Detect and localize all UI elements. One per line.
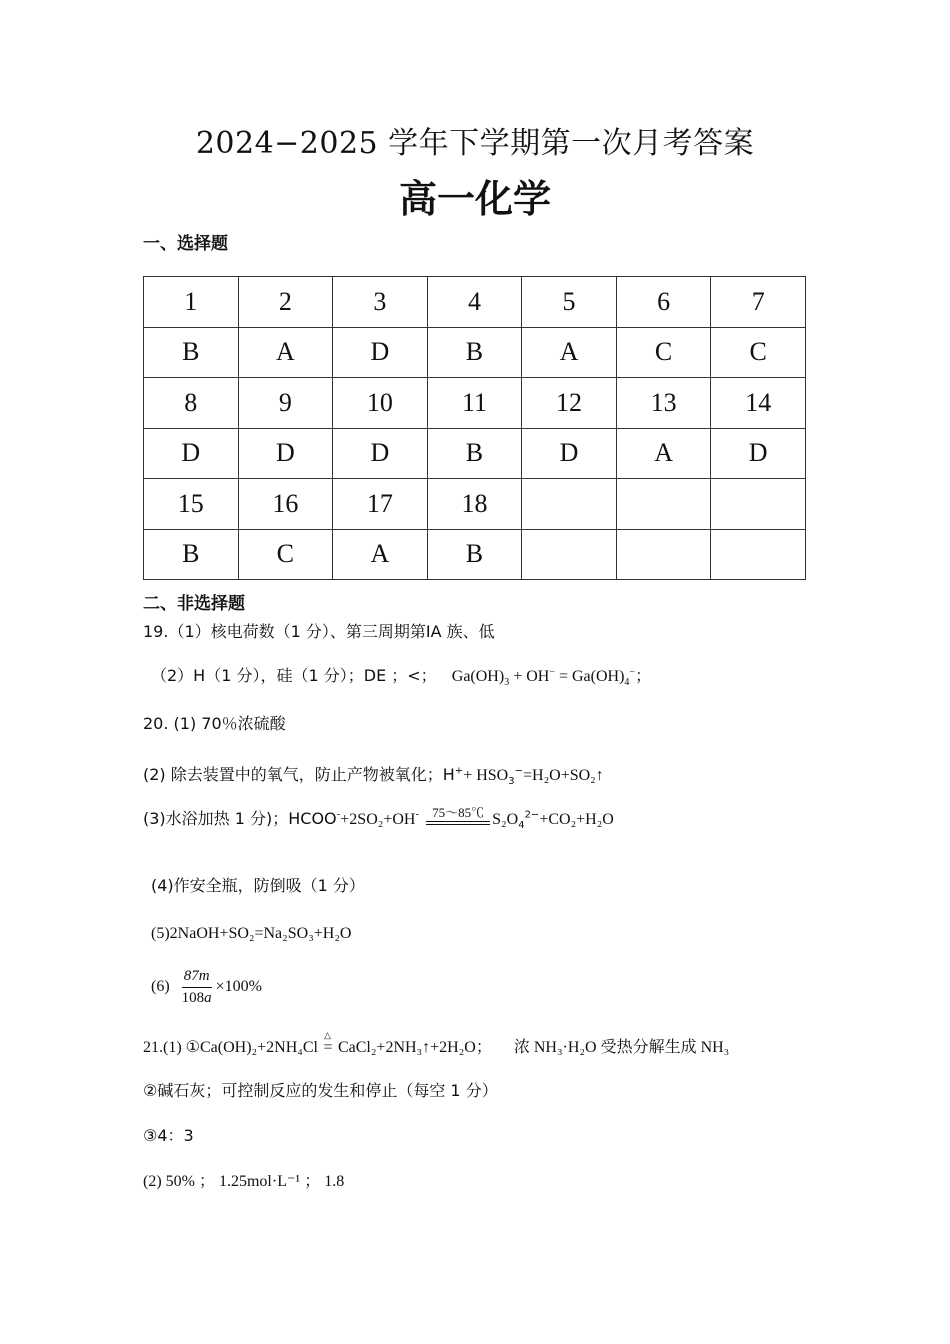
- table-cell: D: [238, 428, 333, 479]
- table-cell: [616, 479, 711, 530]
- table-cell: 14: [711, 378, 806, 429]
- table-cell: C: [616, 327, 711, 378]
- answer-table: [143, 276, 806, 580]
- q21-part1: 21.(1) ①Ca(OH)₂+2NH₄Cl △ = CaCl₂+2NH₃↑+2H₂O； 浓 NH₃·H₂O 受热分解生成 NH₃: [143, 1030, 730, 1056]
- table-cell: B: [427, 327, 522, 378]
- section-heading-nonchoice: 二、非选择题: [143, 594, 245, 614]
- table-cell: 3: [333, 277, 428, 328]
- q21-part3: ③4：3: [143, 1126, 194, 1145]
- heat-equals-sign: △ =: [323, 1030, 333, 1056]
- q20-part2: (2) 除去装置中的氧气，防止产物被氧化；$H^++ HSO_3^-=H_2O+SO_2↑$: [143, 765, 604, 788]
- table-cell: 8: [144, 378, 239, 429]
- table-cell: 4: [427, 277, 522, 328]
- table-cell: A: [238, 327, 333, 378]
- table-cell: 1: [144, 277, 239, 328]
- q20-part4: (4)作安全瓶，防倒吸（1 分）: [151, 876, 365, 895]
- table-cell: 10: [333, 378, 428, 429]
- q20-part3: (3)水浴加热 1 分)；HCOO-+2SO₂+OH- 75～85℃ $S_2O_4^{2-}+CO_2+H_2O$: [143, 802, 614, 831]
- table-cell: [711, 529, 806, 580]
- table-row: [144, 327, 806, 378]
- table-cell: C: [238, 529, 333, 580]
- table-cell: 13: [616, 378, 711, 429]
- q19-part2: [151, 663, 651, 688]
- q19-part2-text: （2）H（1 分），硅（1 分）；DE ；<；: [151, 666, 437, 685]
- table-cell: A: [522, 327, 617, 378]
- table-cell: 17: [333, 479, 428, 530]
- table-cell: B: [144, 327, 239, 378]
- table-cell: [711, 479, 806, 530]
- table-cell: [522, 479, 617, 530]
- section-heading-choice: 一、选择题: [143, 234, 228, 254]
- fraction: $\frac{87m}{108a}$: [181, 968, 212, 1006]
- reaction-condition: 75～85℃: [426, 802, 490, 831]
- table-cell: C: [711, 327, 806, 378]
- table-row: [144, 378, 806, 429]
- table-cell: D: [144, 428, 239, 479]
- table-row: [144, 529, 806, 580]
- table-cell: 16: [238, 479, 333, 530]
- table-row: [144, 479, 806, 530]
- table-cell: [522, 529, 617, 580]
- table-row: [144, 428, 806, 479]
- table-cell: A: [333, 529, 428, 580]
- table-cell: B: [427, 529, 522, 580]
- table-cell: D: [522, 428, 617, 479]
- q21-part2: ②碱石灰；可控制反应的发生和停止（每空 1 分）: [143, 1081, 498, 1100]
- table-cell: 9: [238, 378, 333, 429]
- table-cell: B: [144, 529, 239, 580]
- table-cell: B: [427, 428, 522, 479]
- table-cell: D: [333, 327, 428, 378]
- q20-part6: (6) $\frac{87m}{108a}$ ×100%: [151, 968, 263, 1006]
- table-cell: 7: [711, 277, 806, 328]
- table-cell: A: [616, 428, 711, 479]
- table-cell: 15: [144, 479, 239, 530]
- table-cell: 12: [522, 378, 617, 429]
- q21-part4: (2) 50% ； 1.25mol·L⁻¹ ； 1.8: [143, 1173, 345, 1190]
- table-cell: 2: [238, 277, 333, 328]
- q20-part5: (5)2NaOH+SO₂=Na₂SO₃+H₂O: [151, 925, 352, 942]
- table-cell: [616, 529, 711, 580]
- subject-title: 高一化学: [398, 177, 551, 221]
- q19-equation: $Ga(OH)_3 + OH^- = Ga(OH)_4^-$；: [451, 666, 652, 689]
- table-cell: 11: [427, 378, 522, 429]
- table-cell: D: [333, 428, 428, 479]
- exam-title: 2024−2025 学年下学期第一次月考答案: [195, 126, 755, 161]
- q19-part1: 19.（1）核电荷数（1 分）、第三周期第IA 族、低: [143, 622, 495, 641]
- table-row: [144, 277, 806, 328]
- table-cell: 6: [616, 277, 711, 328]
- table-cell: 18: [427, 479, 522, 530]
- q20-part1: 20. (1) 70％浓硫酸: [143, 714, 286, 733]
- table-cell: D: [711, 428, 806, 479]
- table-cell: 5: [522, 277, 617, 328]
